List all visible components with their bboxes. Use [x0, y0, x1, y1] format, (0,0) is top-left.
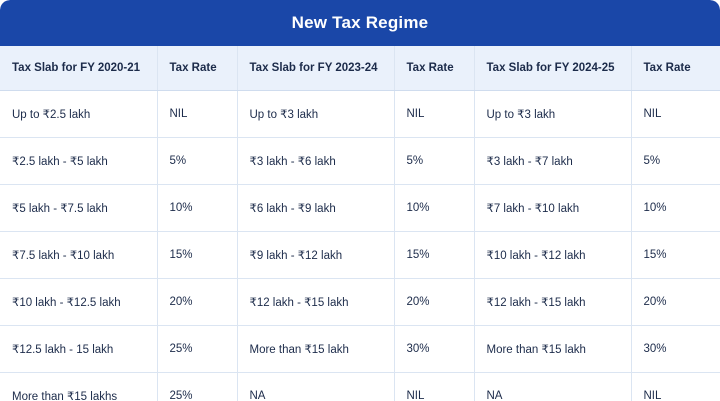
cell-slab-2020-21: ₹7.5 lakh - ₹10 lakh: [0, 232, 157, 279]
cell-rate-2024-25: NIL: [631, 91, 720, 138]
cell-rate-2023-24: NIL: [394, 373, 474, 401]
cell-slab-2024-25: Up to ₹3 lakh: [474, 91, 631, 138]
cell-slab-2023-24: ₹12 lakh - ₹15 lakh: [237, 279, 394, 326]
cell-slab-2023-24: ₹9 lakh - ₹12 lakh: [237, 232, 394, 279]
column-header-rate-2023-24: Tax Rate: [394, 46, 474, 91]
card-header: [0, 0, 720, 46]
column-header-slab-2024-25: Tax Slab for FY 2024-25: [474, 46, 631, 91]
cell-rate-2023-24: 15%: [394, 232, 474, 279]
cell-slab-2024-25: ₹12 lakh - ₹15 lakh: [474, 279, 631, 326]
table-row: [0, 138, 720, 185]
cell-slab-2023-24: More than ₹15 lakh: [237, 326, 394, 373]
table-row: [0, 185, 720, 232]
cell-rate-2023-24: 10%: [394, 185, 474, 232]
cell-slab-2020-21: Up to ₹2.5 lakh: [0, 91, 157, 138]
cell-slab-2024-25: More than ₹15 lakh: [474, 326, 631, 373]
cell-slab-2020-21: ₹5 lakh - ₹7.5 lakh: [0, 185, 157, 232]
table-row: [0, 279, 720, 326]
table-body: [0, 91, 720, 401]
cell-rate-2023-24: NIL: [394, 91, 474, 138]
cell-slab-2023-24: ₹3 lakh - ₹6 lakh: [237, 138, 394, 185]
cell-rate-2023-24: 20%: [394, 279, 474, 326]
table-row: [0, 91, 720, 138]
cell-slab-2024-25: ₹3 lakh - ₹7 lakh: [474, 138, 631, 185]
column-header-slab-2020-21: Tax Slab for FY 2020-21: [0, 46, 157, 91]
cell-slab-2020-21: ₹12.5 lakh - 15 lakh: [0, 326, 157, 373]
cell-rate-2023-24: 30%: [394, 326, 474, 373]
cell-slab-2024-25: ₹7 lakh - ₹10 lakh: [474, 185, 631, 232]
cell-rate-2020-21: 20%: [157, 279, 237, 326]
column-header-slab-2023-24: Tax Slab for FY 2023-24: [237, 46, 394, 91]
cell-rate-2024-25: 10%: [631, 185, 720, 232]
table-header-row: [0, 46, 720, 91]
cell-slab-2023-24: ₹6 lakh - ₹9 lakh: [237, 185, 394, 232]
cell-rate-2024-25: 15%: [631, 232, 720, 279]
cell-rate-2024-25: 30%: [631, 326, 720, 373]
cell-rate-2023-24: 5%: [394, 138, 474, 185]
cell-rate-2024-25: 20%: [631, 279, 720, 326]
cell-slab-2020-21: ₹10 lakh - ₹12.5 lakh: [0, 279, 157, 326]
cell-rate-2020-21: 15%: [157, 232, 237, 279]
table-row: [0, 326, 720, 373]
cell-rate-2020-21: 5%: [157, 138, 237, 185]
cell-rate-2020-21: NIL: [157, 91, 237, 138]
table-header: [0, 46, 720, 91]
cell-slab-2024-25: ₹10 lakh - ₹12 lakh: [474, 232, 631, 279]
cell-rate-2024-25: NIL: [631, 373, 720, 401]
cell-rate-2020-21: 25%: [157, 326, 237, 373]
cell-rate-2024-25: 5%: [631, 138, 720, 185]
column-header-rate-2020-21: Tax Rate: [157, 46, 237, 91]
cell-slab-2020-21: More than ₹15 lakhs: [0, 373, 157, 401]
cell-rate-2020-21: 10%: [157, 185, 237, 232]
cell-slab-2023-24: Up to ₹3 lakh: [237, 91, 394, 138]
table-row: [0, 232, 720, 279]
cell-slab-2020-21: ₹2.5 lakh - ₹5 lakh: [0, 138, 157, 185]
cell-slab-2023-24: NA: [237, 373, 394, 401]
table-row: [0, 373, 720, 401]
tax-slab-table: [0, 46, 720, 401]
cell-slab-2024-25: NA: [474, 373, 631, 401]
column-header-rate-2024-25: Tax Rate: [631, 46, 720, 91]
page-title: New Tax Regime: [291, 13, 429, 32]
cell-rate-2020-21: 25%: [157, 373, 237, 401]
